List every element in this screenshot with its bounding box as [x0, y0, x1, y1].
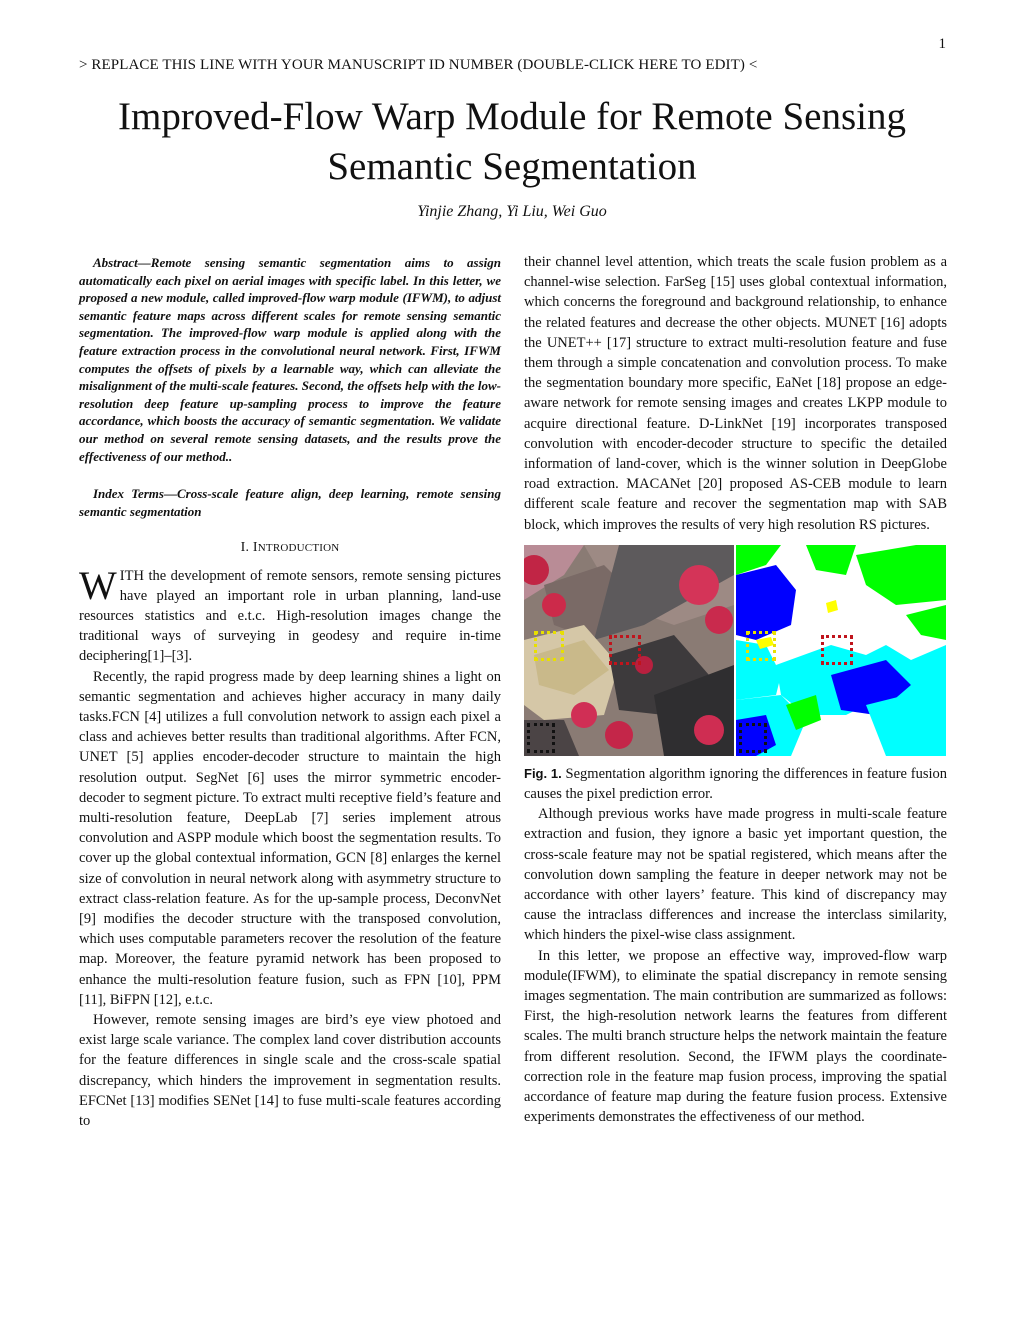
manuscript-id-line[interactable]: > REPLACE THIS LINE WITH YOUR MANUSCRIPT ID NUMBER (DOUBLE-CLICK HERE TO EDIT) < [79, 57, 758, 73]
section-heading-introduction [79, 538, 501, 558]
intro-paragraph-5: Although previous works have made progress in multi-scale feature extraction and fusion, they ignore a basic yet important question, the cross-scale feature may not be spatial registered, which means after the convolution down sampling the feature in deeper network may not be accordance with other layers’ feature. This kind of discrepancy may cause the intraclass differences and increase the interclass similarity, which hinders the pixel-wise class assignment. [524, 806, 947, 944]
section-numeral: I. [240, 540, 253, 556]
figure-1 [524, 545, 947, 756]
abstract [79, 254, 501, 465]
index-terms-dash: — [163, 486, 177, 502]
black-highlight-box [527, 723, 555, 753]
index-terms [79, 485, 501, 520]
intro-paragraph-6: In this letter, we propose an effective way, improved-flow warp module(IFWM), to eliminate the spatial discrepancy in remote sensing images segmentation. The main contribution are summarized as follows: First, the high-resolution network learns the features from different scales. The multi branch structure helps the network maintain the feature from different resolution. Second, the IFWM plays the coordinate-correction role in the feature map fusion process, improving the spatial accordance of feature map during the feature fusion process. Extensive experiments demonstrates the effectiveness of our method. [524, 947, 947, 1126]
yellow-highlight-box-seg [746, 631, 776, 661]
intro-paragraph-1 [79, 566, 501, 667]
abstract-dash: — [137, 255, 151, 270]
index-terms-text: Cross-scale feature align, deep learning, remote sensing semantic segmentation [79, 486, 501, 519]
aerial-image-panel [524, 545, 734, 756]
figure-1-caption-text: Segmentation algorithm ignoring the differences in feature fusion causes the pixel prediction error. [524, 765, 948, 803]
right-column [524, 252, 947, 1128]
paper-title: Improved-Flow Warp Module for Remote Sensing Semantic Segmentation [118, 95, 906, 188]
yellow-highlight-box [534, 631, 564, 661]
page-number: 1 [938, 36, 946, 52]
section-first-letter: I [252, 540, 258, 556]
black-highlight-box-seg [739, 723, 767, 753]
red-highlight-box [609, 635, 641, 665]
figure-1-caption [524, 764, 947, 804]
intro-paragraph-2: Recently, the rapid progress made by deep learning shines a light on semantic segmentation and achieves higher accuracy in many daily tasks.FCN [4] utilizes a full convolution network to assign each pixel a class and achieves better results than traditional algorithms. After FCN, UNET [5] applies encoder-decoder structure to maintain the high resolution output. SegNet [6] uses the mirror symmetric encoder-decoder to segment picture. To extract multi receptive field’s feature and multi-resolution feature, DeepLab [7] series implement atrous convolution and ASPP module which boost the segmentation results. To cover up the global contextual information, GCN [8] enlarges the kernel size of convolution in neural network along with asymmetry structure to extract class-relation feature. As for the up-sample process, DeconvNet [9] modifies the decoder structure with the transposed convolution, which uses computable parameters recover the resolution of the feature map. Moreover, the feature pyramid network has been proposed to enhance the multi-resolution feature fusion, such as FPN [10], PPM [11], BiFPN [12], e.t.c. [79, 668, 501, 1008]
intro-paragraph-4: their channel level attention, which treats the scale fusion problem as a channel-wise selection. FarSeg [15] uses global contextual information, which concerns the foreground and background relationship, to enhance the related features and decrease the other objects. MUNET [16] adopts the UNET++ [17] structure to extract multi-resolution feature and fuse them through a simple concatenation and convolution process. To make the segmentation boundary more specific, EaNet [18] propose an edge-aware network for remote sensing images and creates LKPP module to acquire directional feature. D-LinkNet [19] incorporates transposed convolution with encoder-decoder structure to specific the detailed information of land-cover, which is the winner solution in DeepGlobe road extraction. MACANet [20] proposed AS-CEB module to learn different scale feature and recover the segmentation map with SAB block, which improves the results of very high resolution RS pictures. [524, 254, 947, 533]
red-highlight-box-seg [821, 635, 853, 665]
intro-paragraph-1-text: ITH the development of remote sensors, remote sensing pictures have played an important role in urban planning, land-use resources statistics and e.t.c. High-resolution images change the traditional ways of surveying in geodesy and require in-time deciphering[1]–[3]. [79, 567, 501, 665]
segmentation-panel [736, 545, 946, 756]
section-title-rest: NTRODUCTION [257, 542, 340, 555]
left-column [79, 254, 501, 1131]
abstract-label: Abstract [93, 255, 138, 270]
figure-1-label: Fig. 1. [524, 765, 562, 781]
intro-paragraph-3: However, remote sensing images are bird’s eye view photoed and exist large scale variance. The complex land cover distribution accounts for the feature differences in single scale and the cross-scale spatial discrepancy, which hinders the improvement in segmentation results. EFCNet [13] modifies SENet [14] to fuse multi-scale features according to [79, 1011, 501, 1129]
drop-cap: W [79, 565, 117, 608]
author-list: Yinjie Zhang, Yi Liu, Wei Guo [417, 203, 607, 220]
index-terms-label: Index Terms [93, 486, 164, 502]
abstract-text: Remote sensing semantic segmentation aims to assign automatically each pixel on aerial images with specific label. In this letter, we proposed a new module, called improved-flow warp module (IFWM), to adjust semantic feature maps across different scales for remote sensing semantic segmentation. The improved-flow warp module is applied along with the feature extraction process in the convolutional neural network. First, IFWM computes the offsets of pixels by a learnable way, which can alleviate the misalignment of the multi-scale features. Second, the offsets help with the low-resolution deep feature up-sampling process to improve the feature accordance, which boosts the accuracy of semantic segmentation. We validate our method on several remote sensing datasets, and the results prove the effectiveness of our method.. [79, 255, 501, 464]
